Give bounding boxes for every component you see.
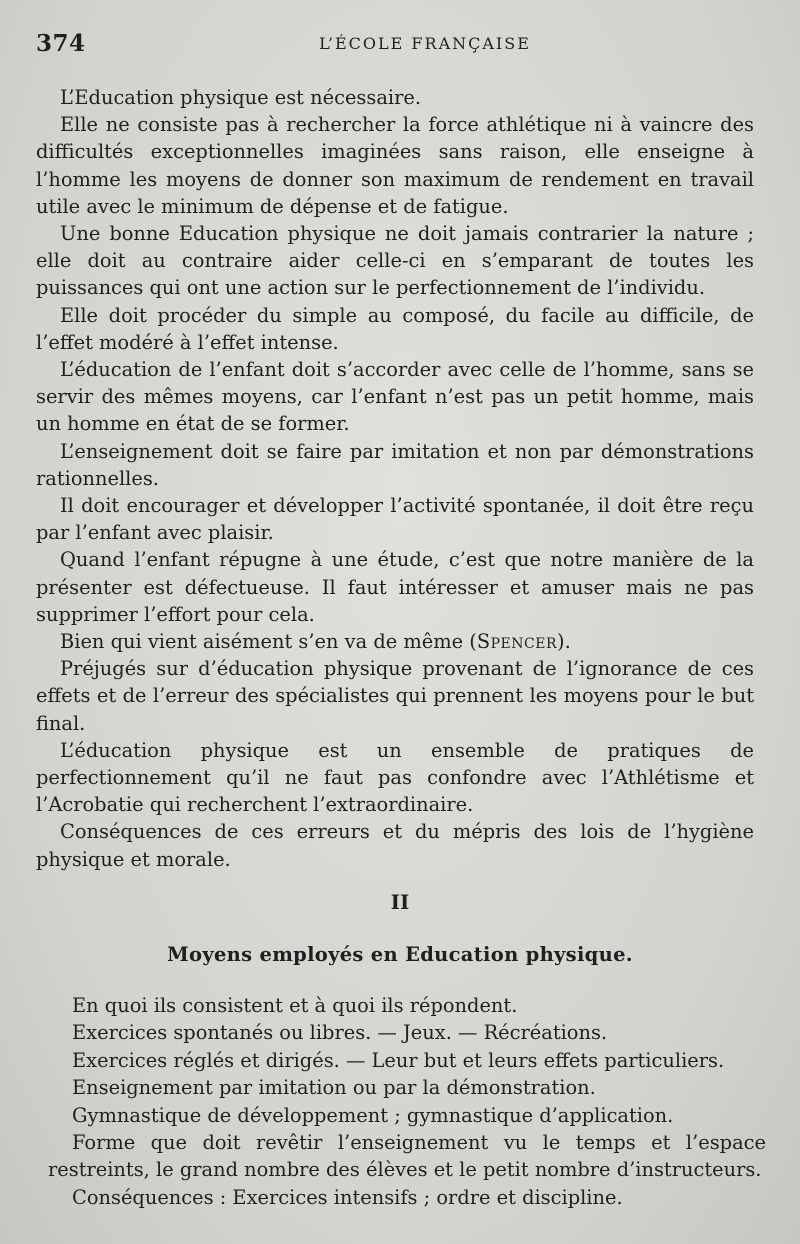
page-number: 374	[36, 30, 86, 57]
topics-list	[48, 992, 766, 1211]
paragraph: Elle doit procéder du simple au composé, du facile au difficile, de l’effet modéré à l’effet intense.	[36, 303, 754, 354]
body-text	[36, 84, 754, 873]
paragraph: Une bonne Education physique ne doit jamais contrarier la nature ; elle doit au contraire aider celle-ci en s’emparant de toutes les puissances qui ont une action sur le perfectionnement de l’individu.	[36, 222, 754, 300]
section-title: Moyens employés en Education physique.	[167, 943, 633, 966]
running-title: L’ÉCOLE FRANÇAISE	[319, 34, 531, 53]
paragraph: L’enseignement doit se faire par imitation et non par démonstrations rationnelles.	[36, 439, 754, 490]
paragraph: L’Education physique est nécessaire.	[60, 86, 421, 109]
list-item: Exercices spontanés ou libres. — Jeux. — Récréations.	[72, 1021, 608, 1045]
list-item: Enseignement par imitation ou par la démonstration.	[72, 1076, 596, 1100]
quote-text: Bien qui vient aisément s’en va de même (	[60, 630, 477, 654]
list-item: En quoi ils consistent et à quoi ils répondent.	[72, 994, 518, 1017]
paragraph: L’éducation physique est un ensemble de pratiques de perfectionnement qu’il ne faut pas confondre avec l’Athlétisme et l’Acrobatie qui recherchent l’extraordinaire.	[36, 738, 754, 817]
page-header	[36, 30, 764, 60]
list-item: Exercices réglés et dirigés. — Leur but et leurs effets particuliers.	[72, 1048, 725, 1072]
list-item: Conséquences : Exercices intensifs ; ordre et discipline.	[72, 1185, 623, 1209]
paragraph: Préjugés sur d’éducation physique provenant de l’ignorance de ces effets et de l’erreur des spécialistes qui prennent les moyens pour le but final.	[36, 657, 754, 735]
section-number: II	[390, 890, 410, 914]
author-name: Spencer	[476, 630, 557, 654]
paragraph: Il doit encourager et développer l’activité spontanée, il doit être reçu par l’enfant avec plaisir.	[36, 494, 754, 545]
paragraph: Conséquences de ces erreurs et du mépris des lois de l’hygiène physique et morale.	[36, 820, 754, 871]
list-item: Forme que doit revêtir l’enseignement vu le temps et l’espace restreints, le grand nombre des élèves et le petit nombre d’instructeurs.	[48, 1131, 766, 1182]
paragraph: Quand l’enfant répugne à une étude, c’est que notre manière de la présenter est défectueuse. Il faut intéresser et amuser mais ne pas supprimer l’effort pour cela.	[36, 548, 754, 626]
paragraph: L’éducation de l’enfant doit s’accorder avec celle de l’homme, sans se servir des mêmes moyens, car l’enfant n’est pas un petit homme, mais un homme en état de se former.	[36, 358, 754, 436]
spencer-quote-paragraph	[36, 628, 754, 655]
paragraph: Elle ne consiste pas à rechercher la force athlétique ni à vaincre des difficultés exceptionnelles imaginées sans raison, elle enseigne à l’homme les moyens de donner son maximum de rendement en travail utile avec le minimum de dépense et de fatigue.	[36, 113, 754, 218]
quote-close: ).	[557, 630, 571, 654]
list-item: Gymnastique de développement ; gymnastique d’application.	[72, 1103, 674, 1127]
